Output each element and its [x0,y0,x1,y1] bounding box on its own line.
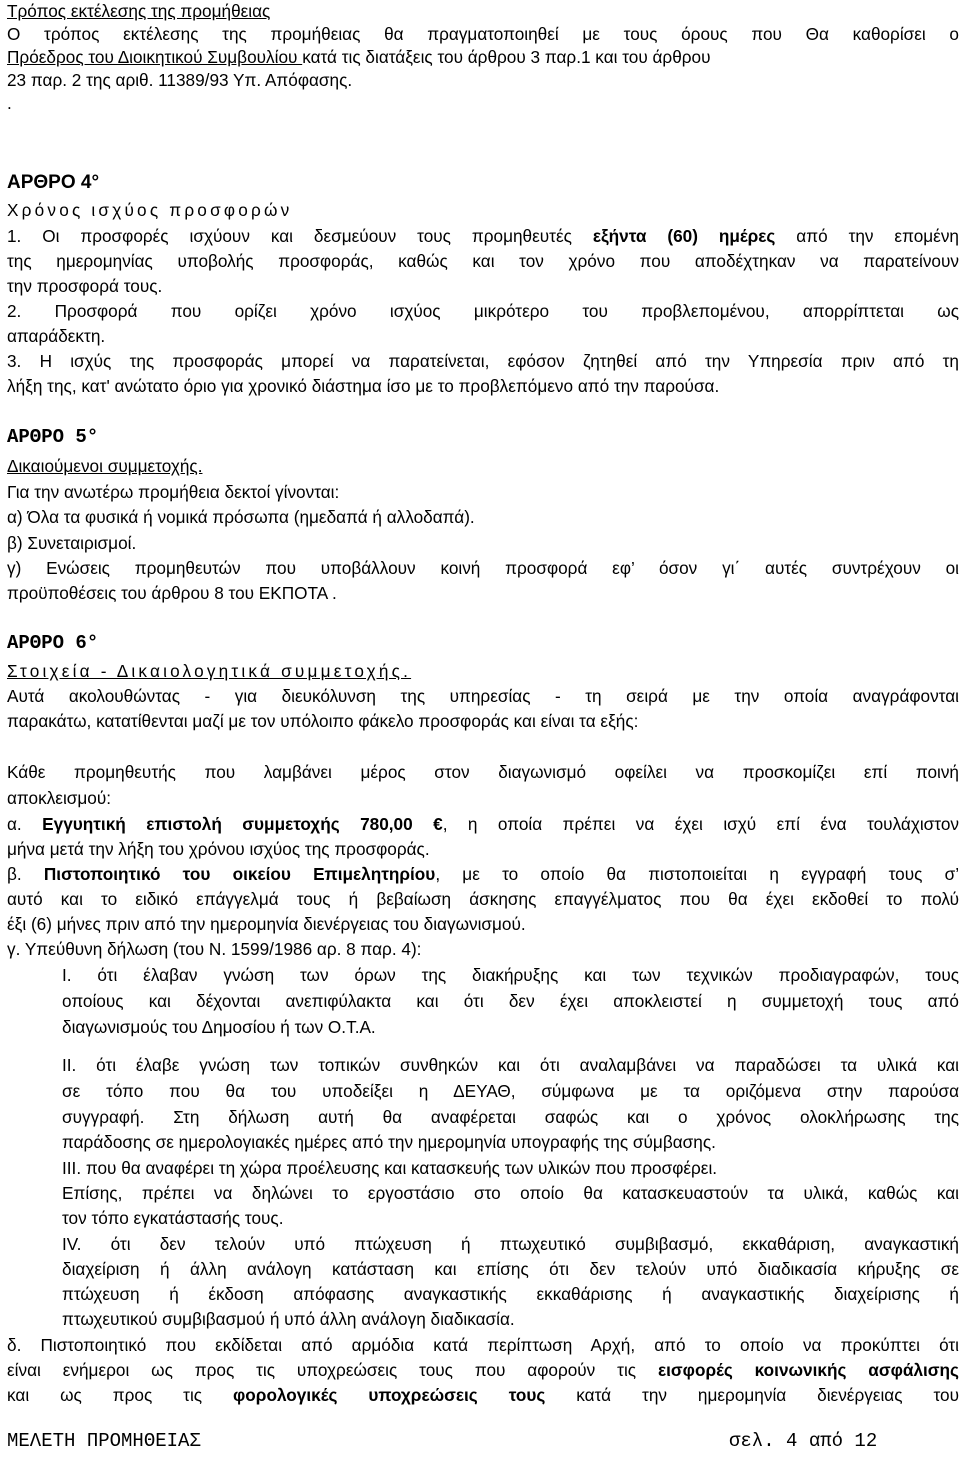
paragraph-line: παρακάτω, κατατίθενται μαζί με τον υπόλοιπο φάκελο προσφοράς και είναι τα εξής: [7,711,639,731]
page-number: σελ. 4 από 12 [729,1430,878,1452]
text-span: και ως προς τις [7,1385,234,1405]
list-item [7,863,959,885]
paragraph-line: . [7,93,12,113]
article-6-subtitle: Στοιχεία - Δικαιολογητικά συμμετοχής. [7,661,412,681]
article-4-subtitle: Χρόνος ισχύος προσφορών [7,200,293,220]
bold-text: εισφορές κοινωνικής ασφάλισης [657,1360,959,1380]
paragraph-line: Κάθε προμηθευτής που λαμβάνει μέρος στον διαγωνισμό οφείλει να προσκομίζει επί ποινή [7,762,959,782]
footer-title: ΜΕΛΕΤΗ ΠΡΟΜΗΘΕΙΑΣ [7,1430,201,1452]
list-item: προϋποθέσεις του άρθρου 8 του ΕΚΠΟΤΑ . [7,583,337,603]
sublist-item: σε τόπο που θα του υποδείξει η ΔΕΥΑΘ, σύμφωνα με τα οριζόμενα στην παρούσα [62,1081,959,1101]
bold-text: φορολογικές υποχρεώσεις τους [233,1385,546,1405]
list-item: γ. Υπεύθυνη δήλωση (του Ν. 1599/1986 αρ. 8 παρ. 4): [7,939,422,959]
sublist-item: ΙΙΙ. που θα αναφέρει τη χώρα προέλευσης και κατασκευής των υλικών που προσφέρει. [62,1158,718,1178]
article-5-heading: ΑΡΘΡΟ 5° [7,426,99,448]
sublist-item: ΙV. ότι δεν τελούν υπό πτώχευση ή πτωχευτικό συμβιβασμό, εκκαθάριση, αναγκαστική [62,1234,959,1254]
section-title-procurement: Τρόπος εκτέλεσης της προμήθειας [7,1,271,21]
paragraph-line: 2. Προσφορά που ορίζει χρόνο ισχύος μικρότερο του προβλεπομένου, απορρίπτεται ως [7,301,959,321]
text-span: από την επομένη [775,226,959,246]
list-item [7,1359,959,1381]
bold-text: Πιστοποιητικό του οικείου Επιμελητηρίου [43,864,436,884]
list-item: έξι (6) μήνες πριν από την ημερομηνία διενέργειας του διαγωνισμού. [7,914,526,934]
sublist-item: διαχείριση ή άλλη ανάλογη κατάσταση και επίσης ότι δεν τελούν υπό διαδικασία κήρυξης σε [62,1259,959,1279]
sublist-item: διαγωνισμούς του Δημοσίου ή των Ο.Τ.Α. [62,1017,376,1037]
paragraph-line [7,225,959,247]
article-4-heading: ΑΡΘΡΟ 4° [7,172,100,193]
text-span: , η οποία πρέπει να έχει ισχύ επί ένα τουλάχιστον [442,814,959,834]
list-item [7,1384,959,1406]
text-span: , με το οποίο θα πιστοποιείται η εγγραφή τους σ’ [435,864,960,884]
sublist-item: οποίους και δέχονται ανεπιφύλακτα και ότι δεν έχει αποκλειστεί η συμμετοχή τους από [62,991,959,1011]
text-span: κατά την ημερομηνία διενέργειας του [545,1385,959,1405]
sublist-item: παράδοσης σε ημερολογιακές ημέρες από την ημερομηνία υπογραφής της σύμβασης. [62,1132,716,1152]
text-span: 1. Οι προσφορές ισχύουν και δεσμεύουν τους προμηθευτές [7,226,593,246]
list-item: δ. Πιστοποιητικό που εκδίδεται από αρμόδια κατά περίπτωση Αρχή, από το οποίο να προκύπτει ότι [7,1335,959,1355]
paragraph-line: λήξη της, κατ' ανώτατο όριο για χρονικό διάστημα ίσο με το προβλεπόμενο από την παρούσα. [7,376,720,396]
list-item: β) Συνεταιρισμοί. [7,533,137,553]
list-item: αυτό και το ειδικό επάγγελμά τους ή βεβαίωση άσκησης επαγγέλματος που θα έχει εκδοθεί το πολύ [7,889,959,909]
sublist-item: πτώχευση ή έκδοση απόφασης αναγκαστικής εκκαθάρισης ή αναγκαστικής διαχείρισης ή [62,1284,959,1304]
board-president-link[interactable]: Πρόεδρος του Διοικητικού Συμβουλίου [7,47,303,67]
paragraph-line: Ο τρόπος εκτέλεσης της προμήθειας θα πραγματοποιηθεί με τους όρους που Θα καθορίσει ο [7,24,959,44]
article-6-heading: ΑΡΘΡΟ 6° [7,632,99,654]
paragraph-line: την προσφορά τους. [7,276,163,296]
text-span: β. [7,864,44,884]
text-span: κατά τις διατάξεις του άρθρου 3 παρ.1 και του άρθρου [302,47,711,67]
paragraph-line: απαράδεκτη. [7,326,106,346]
sublist-item: συγγραφή. Στη δήλωση αυτή θα αναφέρεται σαφώς και ο χρόνος ολοκλήρωσης της [62,1107,959,1127]
paragraph-line: Για την ανωτέρω προμήθεια δεκτοί γίνονται: [7,482,340,502]
list-item: γ) Ενώσεις προμηθευτών που υποβάλλουν κοινή προσφορά εφ’ όσον γι΄ αυτές συντρέχουν οι [7,558,959,578]
list-item: α) Όλα τα φυσικά ή νομικά πρόσωπα (ημεδαπά ή αλλοδαπά). [7,507,475,527]
sublist-item: Επίσης, πρέπει να δηλώνει το εργοστάσιο στο οποίο θα κατασκευαστούν τα υλικά, καθώς και [62,1183,959,1203]
list-item [7,813,959,835]
article-5-subtitle: Δικαιούμενοι συμμετοχής. [7,456,203,476]
bold-text: Εγγυητική επιστολή συμμετοχής 780,00 € [42,814,443,834]
bold-text: εξήντα (60) ημέρες [592,226,776,246]
text-span: α. [7,814,43,834]
paragraph-line: της ημερομηνίας υποβολής προσφοράς, καθώς και τον χρόνο που αποδέχτηκαν να παρατείνουν [7,251,959,271]
text-span: είναι ενήμεροι ως προς τις υποχρεώσεις τους που αφορούν τις [7,1360,658,1380]
sublist-item: πτωχευτικού συμβιβασμού ή υπό άλλη ανάλογη διαδικασία. [62,1309,515,1329]
paragraph-line: 23 παρ. 2 της αριθ. 11389/93 Υπ. Απόφασης. [7,70,353,90]
paragraph-line: αποκλεισμού: [7,788,112,808]
sublist-item: τον τόπο εγκατάστασής τους. [62,1208,284,1228]
paragraph-line [7,46,711,68]
sublist-item: ΙΙ. ότι έλαβε γνώση των τοπικών συνθηκών και ότι αναλαμβάνει να παραδώσει τα υλικά και [62,1055,959,1075]
paragraph-line: Αυτά ακολουθώντας - για διευκόλυνση της υπηρεσίας - τη σειρά με την οποία αναγράφονται [7,686,959,706]
paragraph-line: 3. Η ισχύς της προσφοράς μπορεί να παρατείνεται, εφόσον ζητηθεί από την Υπηρεσία πριν από τη [7,351,959,371]
sublist-item: Ι. ότι έλαβαν γνώση των όρων της διακήρυξης και των τεχνικών προδιαγραφών, τους [62,965,959,985]
list-item: μήνα μετά την λήξη του χρόνου ισχύος της προσφοράς. [7,839,430,859]
